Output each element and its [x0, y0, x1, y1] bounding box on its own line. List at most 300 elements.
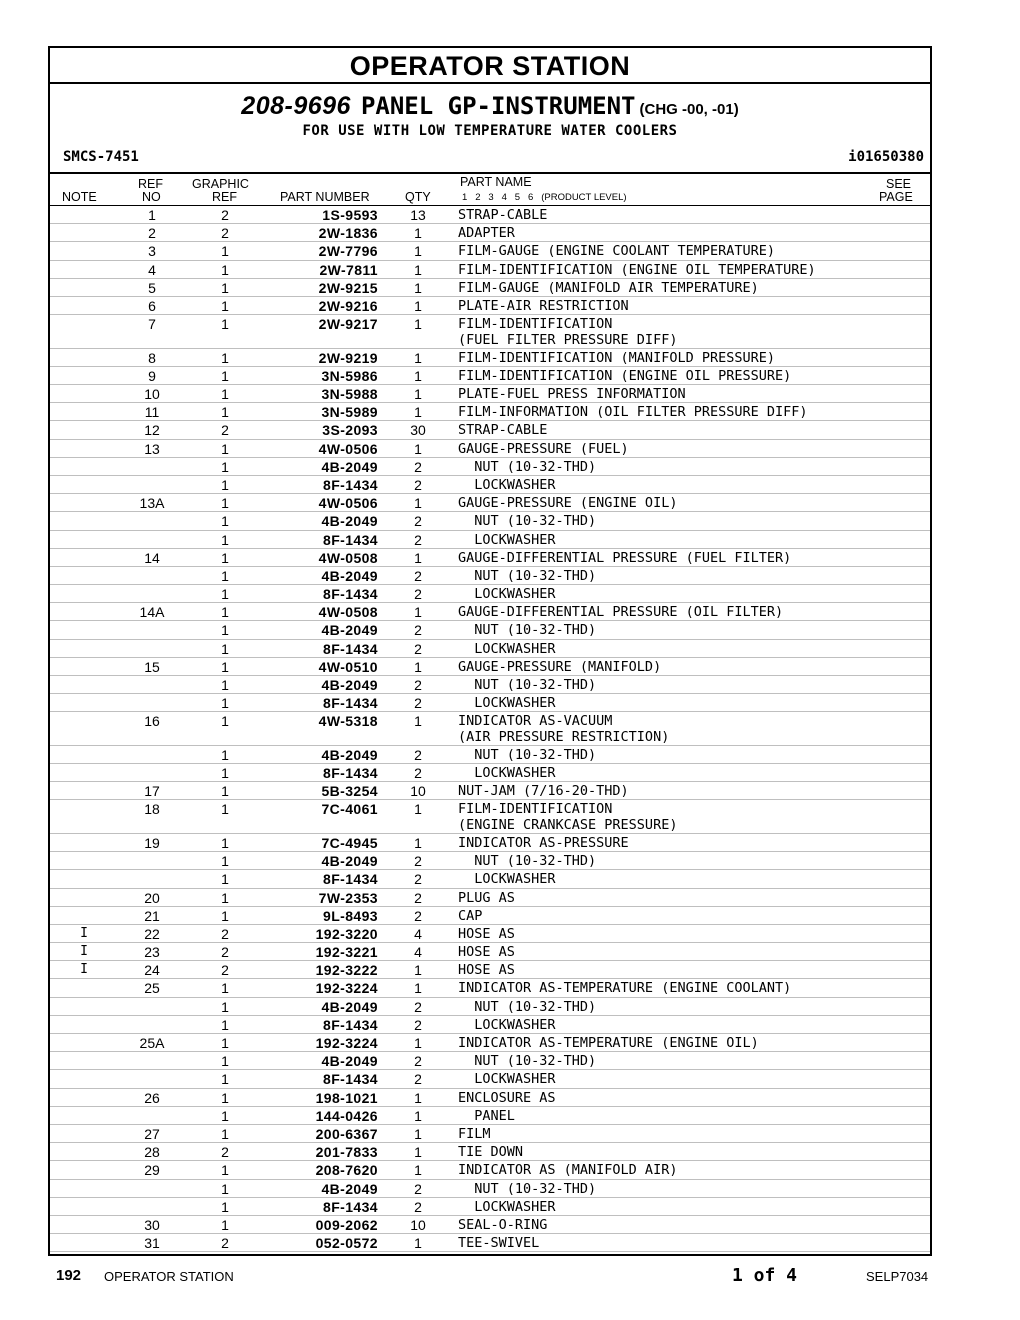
col-part-number: PART NUMBER: [280, 190, 370, 204]
note-cell: I: [80, 944, 88, 960]
ref-number-cell: 11: [144, 404, 160, 421]
part-name-cell: HOSE AS: [458, 962, 515, 979]
ref-number-cell: 12: [144, 422, 160, 439]
table-row: [50, 1198, 930, 1216]
graphic-ref-cell: 1: [221, 261, 229, 278]
table-row: [50, 676, 930, 694]
quantity-cell: 1: [414, 386, 422, 402]
page-number: 192: [56, 1267, 82, 1284]
part-name-cell: SEAL-O-RING: [458, 1216, 548, 1233]
graphic-ref-cell: 1: [221, 1162, 229, 1179]
quantity-cell: 2: [414, 640, 422, 657]
part-number-cell: 4B-2049: [321, 458, 378, 475]
table-row: [50, 800, 930, 834]
part-number-cell: 4B-2049: [321, 853, 378, 870]
col-graphic-bottom: REF: [212, 190, 237, 204]
part-name-cell: INDICATOR AS-TEMPERATURE (ENGINE OIL): [458, 1035, 759, 1051]
ref-number-cell: 17: [144, 783, 160, 800]
quantity-cell: 1: [414, 658, 422, 675]
graphic-ref-cell: 1: [221, 549, 229, 566]
quantity-cell: 2: [414, 1180, 422, 1197]
part-name-cell: FILM-IDENTIFICATION (FUEL FILTER PRESSURE DIFF): [458, 316, 678, 349]
table-row: [50, 367, 930, 385]
ref-number-cell: 22: [144, 925, 160, 942]
ref-number-cell: 15: [144, 658, 160, 675]
subtitle: FOR USE WITH LOW TEMPERATURE WATER COOLERS: [302, 123, 678, 139]
table-row: [50, 261, 930, 279]
part-name-cell: FILM-IDENTIFICATION (ENGINE OIL TEMPERATURE): [458, 261, 816, 278]
table-row: [50, 621, 930, 639]
part-name-cell: LOCKWASHER: [458, 1198, 556, 1215]
quantity-cell: 2: [414, 567, 422, 584]
smcs-code: SMCS-7451: [63, 149, 139, 165]
ref-number-cell: 31: [144, 1235, 160, 1252]
table-row: [50, 870, 930, 888]
table-row: [50, 852, 930, 870]
quantity-cell: 1: [414, 279, 422, 296]
graphic-ref-cell: 2: [221, 422, 229, 439]
change-level: (CHG -00, -01): [639, 101, 739, 118]
part-name-cell: NUT (10-32-THD): [458, 567, 597, 584]
table-row: [50, 1180, 930, 1198]
table-row: [50, 385, 930, 403]
ref-number-cell: 30: [144, 1216, 160, 1233]
ref-number-cell: 9: [148, 367, 156, 384]
part-name-cell: FILM-GAUGE (ENGINE COOLANT TEMPERATURE): [458, 243, 775, 260]
ref-number-cell: 14A: [139, 604, 165, 621]
ref-number-cell: 26: [144, 1089, 160, 1106]
quantity-cell: 2: [414, 677, 422, 693]
part-name-cell: NUT (10-32-THD): [458, 677, 597, 693]
quantity-cell: 1: [414, 1162, 422, 1179]
ref-number-cell: 13A: [139, 495, 165, 512]
part-number-cell: 8F-1434: [323, 1198, 378, 1215]
graphic-ref-cell: 1: [221, 713, 229, 730]
graphic-ref-cell: 2: [221, 1235, 229, 1252]
graphic-ref-cell: 2: [221, 962, 229, 979]
table-row: [50, 224, 930, 242]
table-row: [50, 1216, 930, 1234]
graphic-ref-cell: 1: [221, 1107, 229, 1124]
part-name-cell: LOCKWASHER: [458, 695, 556, 712]
ref-number-cell: 5: [148, 279, 156, 296]
table-row: [50, 297, 930, 315]
graphic-ref-cell: 1: [221, 980, 229, 997]
table-row: [50, 907, 930, 925]
part-number-cell: 2W-9219: [318, 349, 378, 366]
table-row: [50, 998, 930, 1016]
part-number-cell: 4B-2049: [321, 998, 378, 1015]
part-number-cell: 4B-2049: [321, 567, 378, 584]
part-name-cell: PANEL: [458, 1107, 515, 1124]
part-name-cell: STRAP-CABLE: [458, 207, 548, 223]
part-number-cell: 2W-9217: [318, 316, 378, 333]
part-name-cell: LOCKWASHER: [458, 640, 556, 657]
table-row: [50, 943, 930, 961]
part-number-cell: 4B-2049: [321, 677, 378, 693]
part-name-cell: NUT (10-32-THD): [458, 1180, 597, 1197]
graphic-ref-cell: 1: [221, 513, 229, 530]
part-name-cell: LOCKWASHER: [458, 871, 556, 888]
quantity-cell: 2: [414, 853, 422, 870]
part-number-cell: 8F-1434: [323, 1071, 378, 1088]
part-number-cell: 2W-9216: [318, 297, 378, 314]
table-row: [50, 1234, 930, 1252]
part-number-cell: 3N-5986: [321, 367, 378, 384]
quantity-cell: 2: [414, 622, 422, 639]
ref-number-cell: 29: [144, 1162, 160, 1179]
table-row: [50, 603, 930, 621]
table-row: [50, 889, 930, 907]
quantity-cell: 2: [414, 1071, 422, 1088]
part-number-cell: 052-0572: [315, 1235, 378, 1252]
quantity-cell: 2: [414, 1016, 422, 1033]
table-row: [50, 421, 930, 439]
ref-number-cell: 28: [144, 1144, 160, 1161]
note-cell: I: [80, 925, 88, 941]
part-name-cell: GAUGE-DIFFERENTIAL PRESSURE (OIL FILTER): [458, 604, 784, 621]
part-name-cell: FILM-GAUGE (MANIFOLD AIR TEMPERATURE): [458, 279, 759, 296]
quantity-cell: 1: [414, 495, 422, 512]
part-number-cell: 4B-2049: [321, 1053, 378, 1070]
part-name-cell: HOSE AS: [458, 925, 515, 942]
part-name-cell: TIE DOWN: [458, 1144, 524, 1161]
quantity-cell: 1: [414, 243, 422, 260]
table-row: [50, 712, 930, 746]
graphic-ref-cell: 2: [221, 1144, 229, 1161]
ref-number-cell: 21: [144, 907, 160, 924]
quantity-cell: 1: [414, 225, 422, 242]
part-name-cell: HOSE AS: [458, 944, 515, 961]
part-name-cell: NUT (10-32-THD): [458, 998, 597, 1015]
graphic-ref-cell: 1: [221, 279, 229, 296]
quantity-cell: 1: [414, 1035, 422, 1051]
part-number-cell: 4W-0506: [318, 440, 378, 457]
col-qty: QTY: [405, 190, 431, 204]
part-number-cell: 3S-2093: [322, 422, 378, 439]
quantity-cell: 1: [414, 316, 422, 333]
part-number-cell: 4B-2049: [321, 622, 378, 639]
quantity-cell: 2: [414, 765, 422, 782]
part-number-cell: 8F-1434: [323, 531, 378, 548]
col-product-levels: 1 2 3 4 5 6 (PRODUCT LEVEL): [462, 192, 627, 203]
graphic-ref-cell: 1: [221, 695, 229, 712]
part-number-cell: 009-2062: [315, 1216, 378, 1233]
part-number-cell: 144-0426: [315, 1107, 378, 1124]
ref-number-cell: 19: [144, 834, 160, 851]
ref-number-cell: 10: [144, 386, 160, 402]
part-number-cell: 200-6367: [315, 1125, 378, 1142]
col-see-top: SEE: [886, 177, 912, 191]
col-note: NOTE: [62, 190, 97, 204]
graphic-ref-cell: 1: [221, 834, 229, 851]
section-title: OPERATOR STATION: [50, 48, 930, 84]
part-number-cell: 3N-5989: [321, 404, 378, 421]
quantity-cell: 1: [414, 261, 422, 278]
graphic-ref-cell: 1: [221, 586, 229, 603]
part-number-cell: 208-7620: [315, 1162, 378, 1179]
ref-number-cell: 18: [144, 801, 160, 818]
part-number-cell: 2W-1836: [318, 225, 378, 242]
ref-number-cell: 20: [144, 889, 160, 906]
quantity-cell: 1: [414, 440, 422, 457]
graphic-ref-cell: 1: [221, 531, 229, 548]
graphic-ref-cell: 1: [221, 1089, 229, 1106]
graphic-ref-cell: 1: [221, 801, 229, 818]
table-row: [50, 764, 930, 782]
quantity-cell: 1: [414, 834, 422, 851]
part-number-cell: 4W-0508: [318, 604, 378, 621]
ref-number-cell: 24: [144, 962, 160, 979]
part-number-cell: 4W-5318: [318, 713, 378, 730]
part-name-cell: GAUGE-PRESSURE (FUEL): [458, 440, 629, 457]
col-ref-bottom: NO: [142, 190, 161, 204]
table-row: [50, 279, 930, 297]
graphic-ref-cell: 2: [221, 944, 229, 961]
note-cell: I: [80, 962, 88, 978]
ref-number-cell: 6: [148, 297, 156, 314]
part-name-cell: GAUGE-DIFFERENTIAL PRESSURE (FUEL FILTER): [458, 549, 792, 566]
graphic-ref-cell: 1: [221, 677, 229, 693]
quantity-cell: 2: [414, 871, 422, 888]
part-number-cell: 8F-1434: [323, 586, 378, 603]
table-row: [50, 1070, 930, 1088]
graphic-ref-cell: 1: [221, 1053, 229, 1070]
table-row: [50, 961, 930, 979]
quantity-cell: 10: [410, 1216, 426, 1233]
graphic-ref-cell: 1: [221, 604, 229, 621]
graphic-ref-cell: 1: [221, 349, 229, 366]
graphic-ref-cell: 1: [221, 853, 229, 870]
table-row: [50, 206, 930, 224]
table-row: [50, 746, 930, 764]
graphic-ref-cell: 1: [221, 783, 229, 800]
part-number-cell: 9L-8493: [323, 907, 378, 924]
part-name-cell: FILM-IDENTIFICATION (ENGINE CRANKCASE PRESSURE): [458, 801, 678, 834]
graphic-ref-cell: 1: [221, 243, 229, 260]
graphic-ref-cell: 1: [221, 907, 229, 924]
column-header: [50, 174, 930, 205]
part-number-cell: 8F-1434: [323, 765, 378, 782]
quantity-cell: 1: [414, 367, 422, 384]
parts-list-frame: [48, 46, 932, 1256]
quantity-cell: 1: [414, 713, 422, 730]
part-number-cell: 8F-1434: [323, 640, 378, 657]
table-row: [50, 549, 930, 567]
part-name-cell: NUT (10-32-THD): [458, 853, 597, 870]
page-footer: [0, 1262, 1020, 1292]
graphic-ref-cell: 1: [221, 404, 229, 421]
graphic-ref-cell: 1: [221, 640, 229, 657]
part-name-cell: LOCKWASHER: [458, 476, 556, 493]
graphic-ref-cell: 1: [221, 386, 229, 402]
part-name-cell: TEE-SWIVEL: [458, 1235, 540, 1252]
quantity-cell: 1: [414, 604, 422, 621]
ref-number-cell: 3: [148, 243, 156, 260]
part-number-cell: 2W-7796: [318, 243, 378, 260]
part-name-cell: LOCKWASHER: [458, 1016, 556, 1033]
document-id: SELP7034: [866, 1269, 929, 1284]
part-number-cell: 192-3224: [315, 1035, 378, 1051]
part-name-cell: LOCKWASHER: [458, 586, 556, 603]
quantity-cell: 1: [414, 1125, 422, 1142]
graphic-ref-cell: 2: [221, 225, 229, 242]
part-number-cell: 8F-1434: [323, 695, 378, 712]
table-row: [50, 458, 930, 476]
part-number-cell: 7W-2353: [318, 889, 378, 906]
ref-number-cell: 14: [144, 549, 160, 566]
ref-number-cell: 27: [144, 1125, 160, 1142]
part-name-cell: PLATE-AIR RESTRICTION: [458, 297, 629, 314]
graphic-ref-cell: 1: [221, 622, 229, 639]
part-name-cell: STRAP-CABLE: [458, 422, 548, 439]
table-row: [50, 1034, 930, 1052]
part-name-cell: INDICATOR AS (MANIFOLD AIR): [458, 1162, 678, 1179]
part-number-cell: 3N-5988: [321, 386, 378, 402]
part-name-cell: FILM-INFORMATION (OIL FILTER PRESSURE DIFF): [458, 404, 808, 421]
quantity-cell: 2: [414, 998, 422, 1015]
part-name-cell: CAP: [458, 907, 483, 924]
table-row: [50, 403, 930, 421]
part-number-cell: 201-7833: [315, 1144, 378, 1161]
part-name-cell: NUT (10-32-THD): [458, 1053, 597, 1070]
ref-number-cell: 2: [148, 225, 156, 242]
title-line: [50, 92, 930, 121]
part-name-cell: NUT (10-32-THD): [458, 746, 597, 763]
part-name-cell: NUT (10-32-THD): [458, 622, 597, 639]
part-name-cell: INDICATOR AS-PRESSURE: [458, 834, 629, 851]
part-name-cell: INDICATOR AS-TEMPERATURE (ENGINE COOLANT): [458, 980, 792, 997]
graphic-ref-cell: 1: [221, 871, 229, 888]
table-row: [50, 476, 930, 494]
graphic-ref-cell: 1: [221, 658, 229, 675]
part-number-cell: 4B-2049: [321, 1180, 378, 1197]
graphic-ref-cell: 1: [221, 1180, 229, 1197]
graphic-ref-cell: 1: [221, 297, 229, 314]
table-row: [50, 1125, 930, 1143]
table-row: [50, 531, 930, 549]
part-number-cell: 4W-0510: [318, 658, 378, 675]
quantity-cell: 2: [414, 531, 422, 548]
table-row: [50, 1107, 930, 1125]
table-row: [50, 694, 930, 712]
col-see-bottom: PAGE: [879, 190, 913, 204]
part-number-cell: 192-3222: [315, 962, 378, 979]
graphic-ref-cell: 1: [221, 746, 229, 763]
quantity-cell: 2: [414, 476, 422, 493]
table-row: [50, 494, 930, 512]
table-row: [50, 1052, 930, 1070]
table-row: [50, 658, 930, 676]
ref-number-cell: 8: [148, 349, 156, 366]
part-number-cell: 5B-3254: [321, 783, 378, 800]
table-row: [50, 925, 930, 943]
graphic-ref-cell: 1: [221, 458, 229, 475]
quantity-cell: 1: [414, 1107, 422, 1124]
graphic-ref-cell: 2: [221, 925, 229, 942]
quantity-cell: 2: [414, 586, 422, 603]
part-name-cell: NUT (10-32-THD): [458, 458, 597, 475]
graphic-ref-cell: 1: [221, 495, 229, 512]
part-name-cell: INDICATOR AS-VACUUM (AIR PRESSURE RESTRICTION): [458, 713, 670, 746]
part-number-cell: 4W-0508: [318, 549, 378, 566]
part-name-cell: ENCLOSURE AS: [458, 1089, 556, 1106]
graphic-ref-cell: 1: [221, 567, 229, 584]
sheet-counter: 1 of 4: [732, 1265, 798, 1286]
table-row: [50, 315, 930, 349]
part-number-cell: 2W-9215: [318, 279, 378, 296]
part-name-cell: FILM-IDENTIFICATION (ENGINE OIL PRESSURE): [458, 367, 792, 384]
ref-number-cell: 25: [144, 980, 160, 997]
quantity-cell: 1: [414, 1089, 422, 1106]
graphic-ref-cell: 1: [221, 1035, 229, 1051]
footer-section: OPERATOR STATION: [104, 1269, 234, 1284]
part-number-cell: 4B-2049: [321, 513, 378, 530]
table-row: [50, 440, 930, 458]
graphic-ref-cell: 1: [221, 367, 229, 384]
quantity-cell: 2: [414, 746, 422, 763]
part-number-cell: 8F-1434: [323, 476, 378, 493]
part-number-cell: 192-3221: [315, 944, 378, 961]
ref-number-cell: 23: [144, 944, 160, 961]
quantity-cell: 1: [414, 349, 422, 366]
part-number-cell: 1S-9593: [322, 207, 378, 223]
group-name: PANEL GP-INSTRUMENT: [360, 92, 636, 120]
graphic-ref-cell: 2: [221, 207, 229, 223]
illustration-id: i01650380: [848, 149, 924, 165]
table-row: [50, 1143, 930, 1161]
part-number-cell: 192-3220: [315, 925, 378, 942]
col-part-name: PART NAME: [460, 175, 532, 189]
table-row: [50, 349, 930, 367]
ref-number-cell: 1: [148, 207, 156, 223]
graphic-ref-cell: 1: [221, 1125, 229, 1142]
part-number-cell: 2W-7811: [319, 261, 378, 278]
graphic-ref-cell: 1: [221, 476, 229, 493]
graphic-ref-cell: 1: [221, 1216, 229, 1233]
graphic-ref-cell: 1: [221, 1016, 229, 1033]
parts-table: [50, 206, 930, 1252]
part-name-cell: PLATE-FUEL PRESS INFORMATION: [458, 386, 686, 402]
part-name-cell: FILM-IDENTIFICATION (MANIFOLD PRESSURE): [458, 349, 775, 366]
quantity-cell: 13: [410, 207, 426, 223]
quantity-cell: 2: [414, 889, 422, 906]
ref-number-cell: 7: [148, 316, 156, 333]
ref-number-cell: 16: [144, 713, 160, 730]
part-number-cell: 4W-0506: [318, 495, 378, 512]
part-name-cell: NUT-JAM (7/16-20-THD): [458, 783, 629, 800]
ref-number-cell: 25A: [139, 1035, 165, 1051]
part-name-cell: LOCKWASHER: [458, 1071, 556, 1088]
table-row: [50, 834, 930, 852]
quantity-cell: 30: [410, 422, 426, 439]
part-name-cell: PLUG AS: [458, 889, 515, 906]
graphic-ref-cell: 1: [221, 440, 229, 457]
graphic-ref-cell: 1: [221, 998, 229, 1015]
graphic-ref-cell: 1: [221, 765, 229, 782]
part-name-cell: FILM: [458, 1125, 491, 1142]
quantity-cell: 1: [414, 801, 422, 818]
table-row: [50, 512, 930, 530]
quantity-cell: 2: [414, 458, 422, 475]
table-row: [50, 979, 930, 997]
table-row: [50, 782, 930, 800]
quantity-cell: 1: [414, 962, 422, 979]
quantity-cell: 10: [410, 783, 426, 800]
part-number-cell: 8F-1434: [323, 1016, 378, 1033]
quantity-cell: 4: [414, 925, 422, 942]
part-number-cell: 7C-4061: [321, 801, 378, 818]
